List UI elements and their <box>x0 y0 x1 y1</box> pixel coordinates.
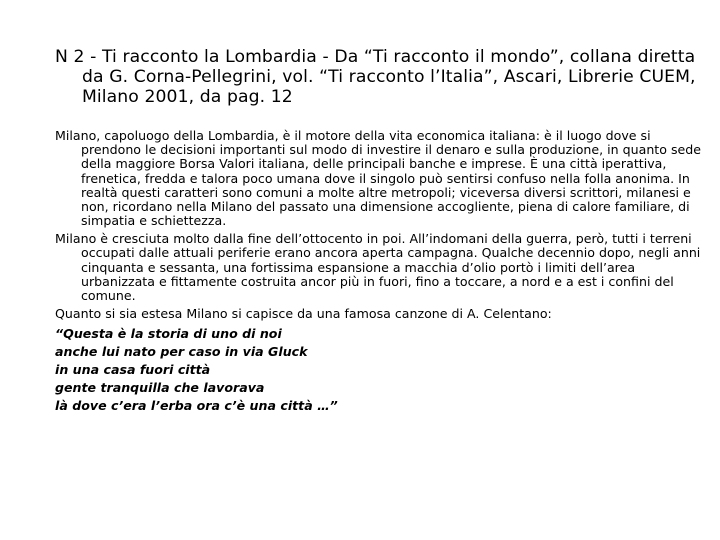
quote-line: là dove c’era l’erba ora c’è una città …” <box>55 398 338 414</box>
song-quote <box>55 325 705 415</box>
slide-heading: N 2 - Ti racconto la Lombardia - Da “Ti racconto il mondo”, collana diretta da G. Corna-Pellegrini, vol. “Ti racconto l’Italia”, Ascari, Librerie CUEM, Milano 2001, da pag. 12 <box>55 47 696 107</box>
paragraph-milano-growth: Milano è cresciuta molto dalla fine dell’ottocento in poi. All’indomani della guerra, però, tutti i terreni occupati dalle attuali periferie erano ancora aperta campagna. Qualche decennio dopo, negli anni cinquanta e sessanta, una fortissima espansione a macchia d’olio portò i limiti dell’area urbanizzata e fittamente costruita ancor più in fuori, fino a toccare, a nord e a est i confini del comune. <box>55 231 701 304</box>
paragraph-celentano-intro: Quanto si sia estesa Milano si capisce da una famosa canzone di A. Celentano: <box>55 306 552 322</box>
quote-line: anche lui nato per caso in via Gluck <box>55 344 308 360</box>
quote-line: “Questa è la storia di uno di noi <box>55 326 282 342</box>
quote-line: in una casa fuori città <box>55 362 211 378</box>
paragraph-milano-economy: Milano, capoluogo della Lombardia, è il motore della vita economica italiana: è il luogo dove si prendono le decisioni importanti sul modo di investire il denaro e sulla produzione, in quanto sede della maggiore Borsa Valori italiana, delle principali banche e imprese. È una città iperattiva, frenetica, fredda e talora poco umana dove il singolo può sentirsi confuso nella folla anonima. In realtà questi caratteri sono comuni a molte altre metropoli; viceversa diversi scrittori, milanesi e non, ricordano nella Milano del passato una dimensione accogliente, piena di calore familiare, di simpatia e schiettezza. <box>55 128 701 229</box>
quote-line: gente tranquilla che lavorava <box>55 380 265 396</box>
body-text <box>55 129 705 415</box>
